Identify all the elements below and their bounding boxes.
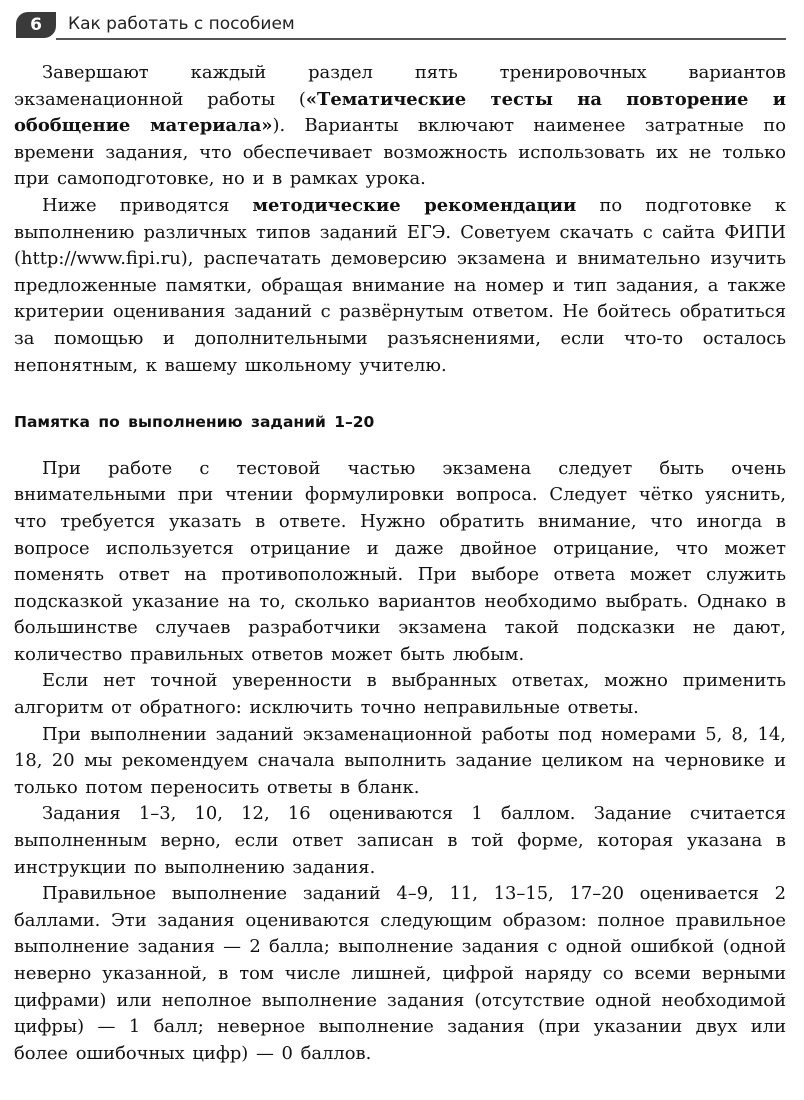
running-title: Как работать с пособием (68, 14, 295, 34)
paragraph-intro-2 (14, 193, 786, 379)
bold-run: методические рекомендации (252, 194, 577, 216)
paragraph: При работе с тестовой частью экзамена следует быть очень внимательными при чтении формулировки вопроса. Следует чётко уяснить, что требуется указать в ответе. Нужно обратить внимание, что иногда в вопросе используется отрицание и даже двойное отрицание, что может поменять ответ на противоположный. При выборе ответа может служить подсказкой указание на то, сколько вариантов необходимо выбрать. Однако в большинстве случаев разработчики экзамена такой подсказки не дают, количество правильных ответов может быть любым. (14, 457, 786, 665)
text-run: Ниже приводятся (42, 194, 253, 216)
page-number: 6 (16, 12, 56, 38)
paragraph-intro-1 (14, 60, 786, 193)
header-rule (56, 38, 786, 40)
page-body (14, 60, 786, 1067)
paragraph: Если нет точной уверенности в выбранных ответах, можно применить алгоритм от обратного: исключить точно неправильные ответы. (14, 670, 786, 719)
paragraph: Задания 1–3, 10, 12, 16 оцениваются 1 баллом. Задание считается выполненным верно, если ответ записан в той форме, которая указана в инструкции по выполнению задания. (14, 803, 786, 878)
paragraph: При выполнении заданий экзаменационной работы под номерами 5, 8, 14, 18, 20 мы рекомендуем сначала выполнить задание целиком на черновике и только потом переносить ответы в бланк. (14, 723, 786, 798)
paragraph: Правильное выполнение заданий 4–9, 11, 13–15, 17–20 оценивается 2 баллами. Эти задания оцениваются следующим образом: полное правильное выполнение задания — 2 балла; выполнение задания с одной ошибкой (одной неверно указанной, в том числе лишней, цифрой наряду со всеми верными цифрами) или неполное выполнение задания (отсутствие одной необходимой цифры) — 1 балл; неверное выполнение задания (при указании двух или более ошибочных цифр) — 0 баллов. (14, 883, 786, 1064)
section-heading: Памятка по выполнению заданий 1–20 (14, 413, 375, 432)
text-run: по подготовке к выполнению различных типов заданий ЕГЭ. Советуем скачать с сайта ФИПИ (http://www.fipi.ru), распечатать демоверсию экзамена и внимательно изучить предложенные памятки, обращая внимание на номер и тип задания, а также критерии оценивания заданий с развёрнутым ответом. Не бойтесь обратиться за помощью и дополнительными разъяснениями, если что-то осталось непонятным, к вашему школьному учителю. (14, 194, 786, 376)
text-run: ). Варианты включают наименее затратные по времени задания, что обеспечивает возможность использовать их не только при самоподготовке, но и в рамках урока. (14, 115, 786, 190)
page-header (16, 10, 786, 40)
bold-run: «Тематические тесты на повторение и обобщение материала» (14, 88, 786, 137)
text-run: Завершают каждый раздел пять тренировочных вариантов экзаменационной работы ( (14, 62, 786, 110)
